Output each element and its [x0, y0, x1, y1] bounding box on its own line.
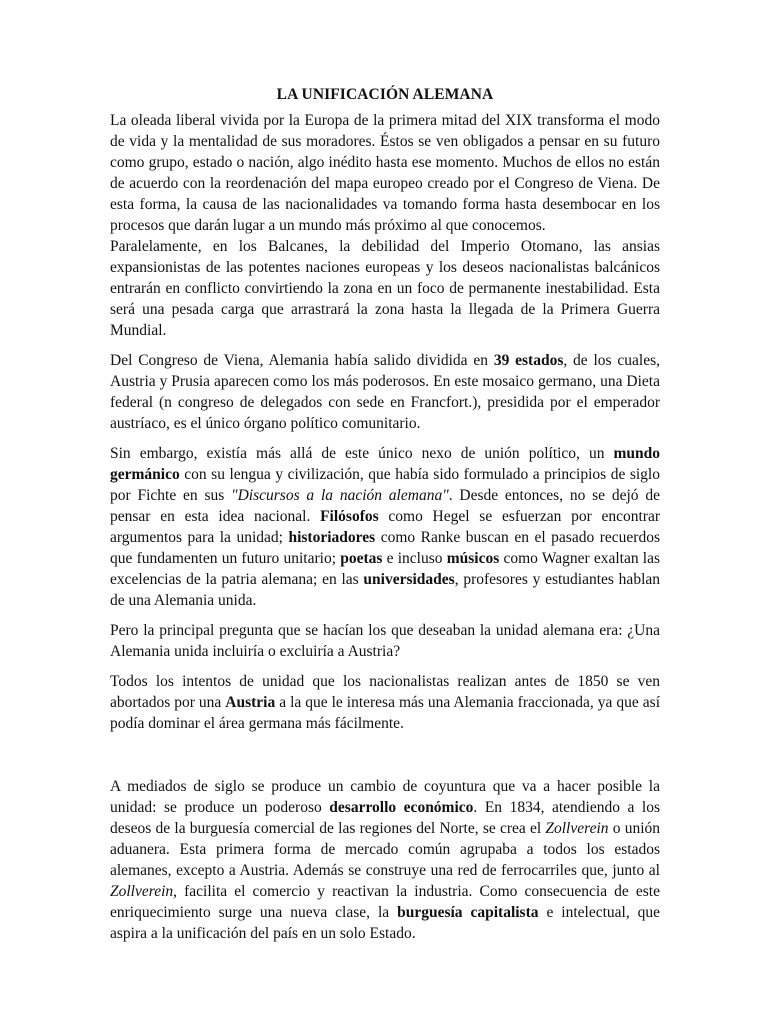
bold-term: Austria [225, 694, 276, 711]
italic-term: Zollverein [110, 883, 174, 900]
paragraph-congress-vienna: Del Congreso de Viena, Alemania había salido dividida en 39 estados, de los cuales, Austria y Prusia aparecen como los más poderosos. En este mosaico germano, una Dieta federal (n congreso de delegados con sede en Francfort.), presidida por el emperador austríaco, es el único órgano político comunitario. [110, 352, 660, 432]
bold-term: 39 estados [493, 352, 564, 369]
paragraph-economy: A mediados de siglo se produce un cambio de coyuntura que va a hacer posible la unidad: se produce un poderoso desarrollo económico. En 1834, atendiendo a los deseos de la burguesía comercial de las regiones del Norte, se crea el Zollverein o unión aduanera. Esta primera forma de mercado común agrupaba a todos los estados alemanes, excepto a Austria. Además se construye una red de ferrocarriles que, junto al Zollverein, facilita el comercio y reactivan la industria. Como consecuencia de este enriquecimiento surge una nueva clase, la burguesía capitalista e intelectual, que aspira a la unificación del país en un solo Estado. [110, 778, 661, 942]
paragraph-germanic-world: Sin embargo, existía más allá de este único nexo de unión político, un mundo germánico con su lengua y civilización, que había sido formulado a principios de siglo por Fichte en sus "Discursos a la nación alemana". Desde entonces, no se dejó de pensar en esta idea nacional. Filósofos como Hegel se esfuerzan por encontrar argumentos para la unidad; historiadores como Ranke buscan en el pasado recuerdos que fundamenten un futuro unitario; poetas e incluso músicos como Wagner exaltan las excelencias de la patria alemana; en las universidades, profesores y estudiantes hablan de una Alemania unida. [110, 445, 661, 609]
italic-title: "Discursos a la nación alemana" [231, 487, 449, 504]
bold-term: universidades [363, 571, 455, 588]
document-title: LA UNIFICACIÓN ALEMANA [276, 86, 494, 103]
italic-term: Zollverein [545, 820, 609, 837]
paragraph-balkans: Paralelamente, en los Balcanes, la debilidad del Imperio Otomano, las ansias expansionistas de las potentes naciones europeas y los deseos nacionalistas balcánicos entrarán en conflicto convirtiendo la zona en un foco de permanente inestabilidad. Esta será una pesada carga que arrastrará la zona hasta la llegada de la Primera Guerra Mundial. [110, 238, 660, 339]
bold-term: burguesía capitalista [397, 904, 539, 921]
paragraph-austria: Todos los intentos de unidad que los nacionalistas realizan antes de 1850 se ven abortados por una Austria a la que le interesa más una Alemania fraccionada, ya que así podía dominar el área germana más fácilmente. [110, 673, 660, 732]
bold-term: Filósofos [320, 508, 379, 525]
bold-term: músicos [446, 550, 500, 567]
bold-term: poetas [340, 550, 383, 567]
paragraph-question: Pero la principal pregunta que se hacían los que deseaban la unidad alemana era: ¿Una Alemania unida incluiría o excluiría a Austria? [110, 622, 660, 660]
paragraph-liberal-wave: La oleada liberal vivida por la Europa de la primera mitad del XIX transforma el modo de vida y la mentalidad de sus moradores. Éstos se ven obligados a pensar en su futuro como grupo, estado o nación, algo inédito hasta ese momento. Muchos de ellos no están de acuerdo con la reordenación del mapa europeo creado por el Congreso de Viena. De esta forma, la causa de las nacionalidades va tomando forma hasta desembocar en los procesos que darán lugar a un mundo más próximo al que conocemos. [110, 112, 660, 234]
bold-term: mundo germánico [110, 445, 660, 483]
bold-term: desarrollo económico [329, 799, 474, 816]
bold-term: historiadores [288, 529, 376, 546]
